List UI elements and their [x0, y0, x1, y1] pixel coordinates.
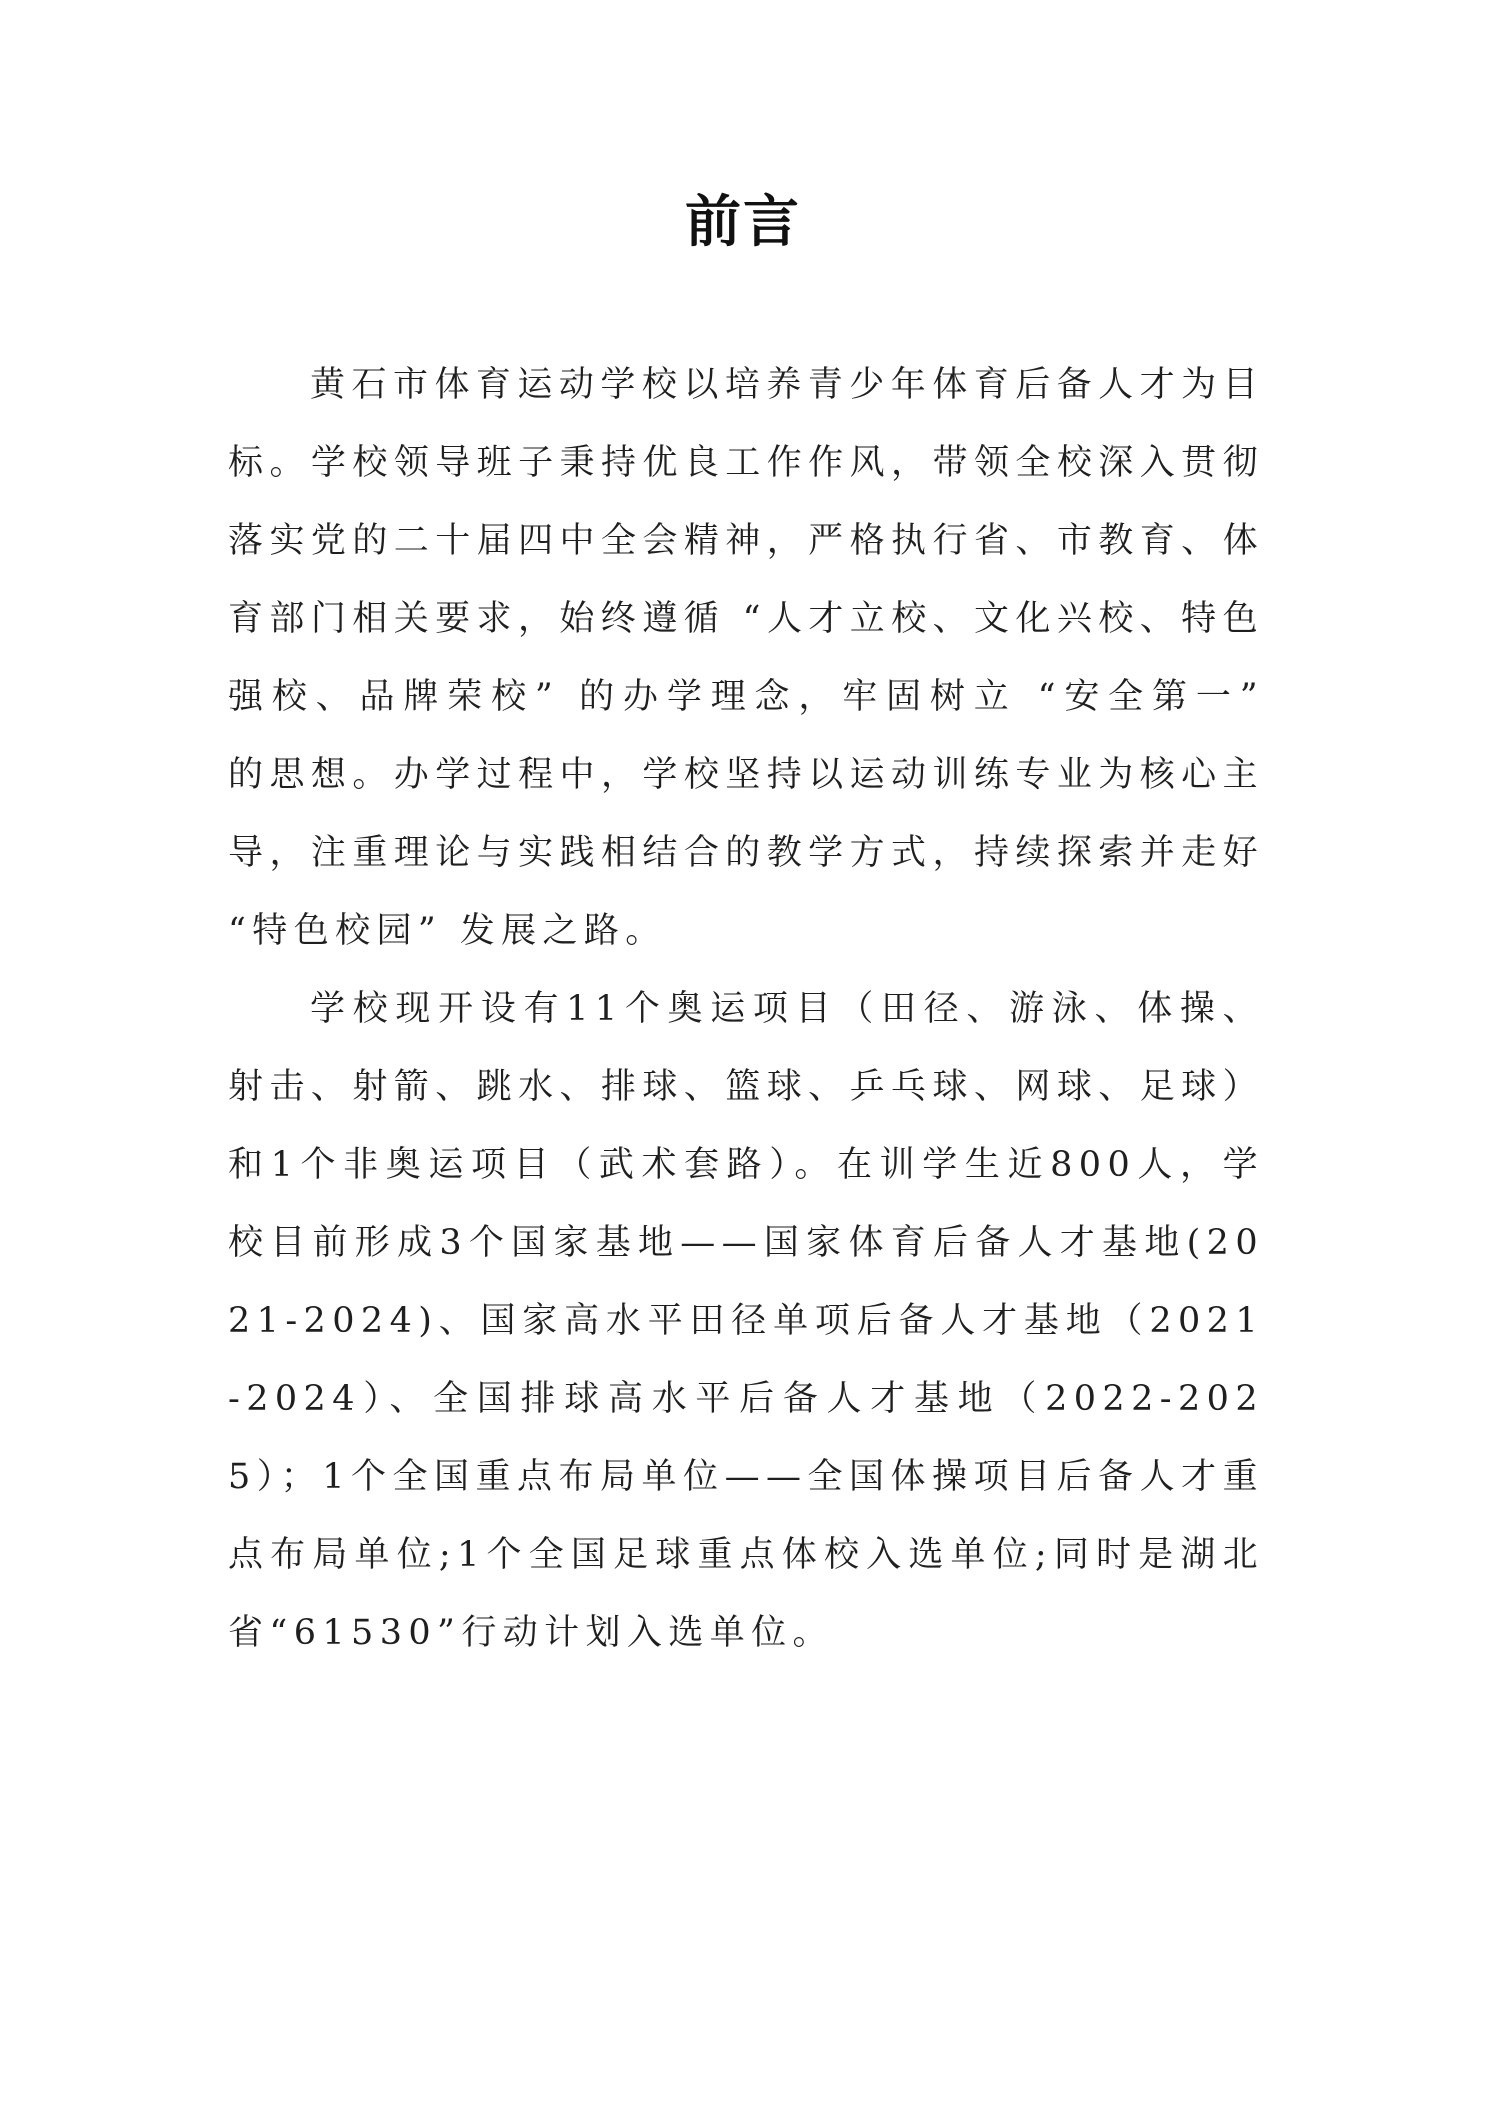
- page-title: 前言: [685, 190, 801, 255]
- paragraph-intro: 黄石市体育运动学校以培养青少年体育后备人才为目标。学校领导班子秉持优良工作作风，带领全校深入贯彻落实党的二十届四中全会精神，严格执行省、市教育、体育部门相关要求，始终遵循 “人才立校、文化兴校、特色强校、品牌荣校” 的办学理念，牢固树立 “安全第一” 的思想。办学过程中，学校坚持以运动训练专业为核心主导，注重理论与实践相结合的教学方式，持续探索并走好 “特色校园” 发展之路。: [228, 365, 1264, 951]
- paragraph-programs: 学校现开设有11个奥运项目（田径、游泳、体操、射击、射箭、跳水、排球、篮球、乒乓球、网球、足球）和1个非奥运项目（武术套路）。在训学生近800人，学校目前形成3个国家基地——国家体育后备人才基地(2021-2024)、国家高水平田径单项后备人才基地（2021-2024）、全国排球高水平后备人才基地（2022-2025）；1个全国重点布局单位——全国体操项目后备人才重点布局单位;1个全国足球重点体校入选单位;同时是湖北省“61530”行动计划入选单位。: [228, 989, 1264, 1653]
- document-body: [228, 346, 1264, 1672]
